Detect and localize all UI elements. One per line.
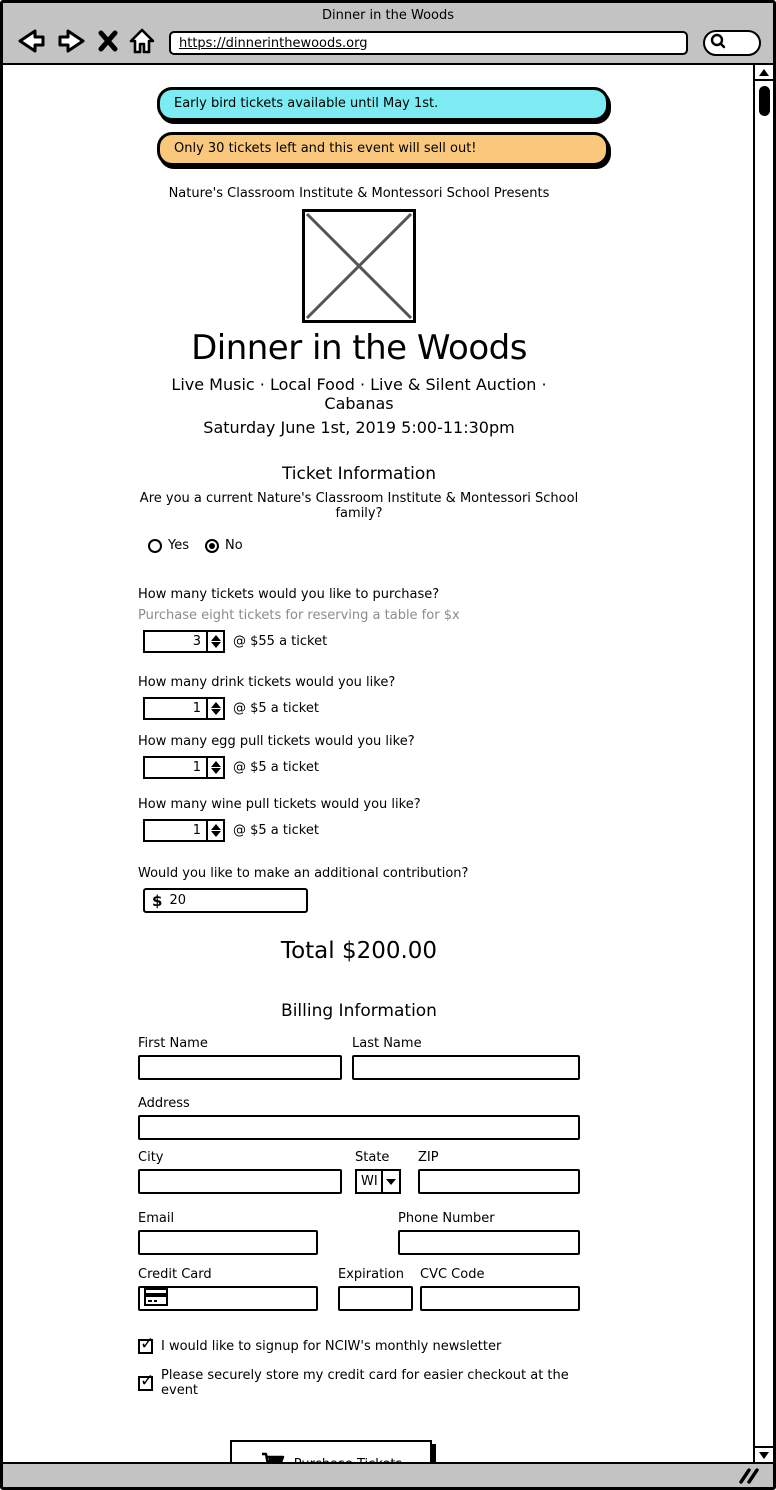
store-card-checkbox-row[interactable] bbox=[138, 1368, 580, 1398]
page-title: Dinner in the Woods bbox=[191, 328, 527, 368]
contribution-field[interactable] bbox=[143, 888, 308, 913]
page-content bbox=[3, 63, 773, 1462]
tickets-quantity-stepper[interactable] bbox=[143, 630, 225, 653]
egg-pull-question: How many egg pull tickets would you like? bbox=[138, 734, 415, 749]
url-bar[interactable] bbox=[169, 31, 688, 55]
wine-pull-quantity-stepper[interactable] bbox=[143, 819, 225, 842]
credit-card-label: Credit Card bbox=[138, 1267, 212, 1282]
stop-button[interactable] bbox=[97, 29, 119, 57]
city-label: City bbox=[138, 1150, 164, 1165]
radio-no-label: No bbox=[225, 538, 243, 553]
chevron-down-icon bbox=[381, 1171, 399, 1192]
scroll-down-icon bbox=[759, 1452, 769, 1459]
vertical-scrollbar[interactable] bbox=[753, 65, 773, 1462]
egg-pull-quantity-value: 1 bbox=[192, 760, 201, 775]
expiration-label: Expiration bbox=[338, 1267, 404, 1282]
radio-no-circle bbox=[205, 539, 219, 553]
phone-field[interactable] bbox=[398, 1230, 580, 1255]
tickets-rate: @ $55 a ticket bbox=[233, 634, 328, 649]
zip-field[interactable] bbox=[418, 1169, 580, 1194]
address-field[interactable] bbox=[138, 1115, 580, 1140]
zip-label: ZIP bbox=[418, 1150, 439, 1165]
scroll-down-button[interactable] bbox=[755, 1446, 773, 1462]
credit-card-icon bbox=[144, 1288, 168, 1310]
credit-card-field[interactable] bbox=[138, 1286, 318, 1311]
radio-yes-circle bbox=[148, 539, 162, 553]
radio-yes-label: Yes bbox=[168, 538, 189, 553]
tickets-quantity-value: 3 bbox=[192, 634, 201, 649]
expiration-field[interactable] bbox=[338, 1286, 413, 1311]
scroll-up-icon bbox=[759, 69, 769, 76]
email-field[interactable] bbox=[138, 1230, 318, 1255]
sellout-banner bbox=[157, 132, 609, 166]
url-text: https://dinnerinthewoods.org bbox=[179, 35, 368, 51]
resize-grip-icon[interactable] bbox=[737, 1468, 759, 1488]
billing-info-heading: Billing Information bbox=[281, 1001, 437, 1021]
state-value: WI bbox=[361, 1174, 378, 1189]
egg-pull-rate: @ $5 a ticket bbox=[233, 760, 319, 775]
home-icon bbox=[128, 27, 156, 59]
contribution-question: Would you like to make an additional contribution? bbox=[138, 866, 469, 881]
drink-quantity-value: 1 bbox=[192, 701, 201, 716]
state-select[interactable] bbox=[355, 1169, 401, 1194]
first-name-label: First Name bbox=[138, 1036, 208, 1051]
drink-quantity-stepper[interactable] bbox=[143, 697, 225, 720]
back-button[interactable] bbox=[15, 27, 47, 59]
event-datetime: Saturday June 1st, 2019 5:00-11:30pm bbox=[203, 418, 515, 437]
checkmark-icon: ✓ bbox=[140, 1334, 155, 1354]
event-image-placeholder bbox=[302, 209, 416, 323]
stepper-arrows-icon[interactable] bbox=[206, 758, 223, 777]
newsletter-checkbox-label: I would like to signup for NCIW's monthly newsletter bbox=[161, 1339, 502, 1354]
cvc-field[interactable] bbox=[420, 1286, 580, 1311]
scroll-up-button[interactable] bbox=[755, 65, 773, 81]
state-label: State bbox=[355, 1150, 390, 1165]
address-label: Address bbox=[138, 1096, 190, 1111]
event-subtitle: Live Music · Local Food · Live & Silent Auction · Cabanas bbox=[171, 375, 547, 413]
family-radio-group bbox=[148, 538, 580, 553]
search-box[interactable] bbox=[703, 30, 761, 56]
store-card-checkbox[interactable] bbox=[138, 1370, 155, 1391]
scrollbar-thumb[interactable] bbox=[759, 86, 770, 116]
contribution-value: 20 bbox=[169, 893, 186, 908]
drink-tickets-question: How many drink tickets would you like? bbox=[138, 675, 396, 690]
stepper-arrows-icon[interactable] bbox=[206, 632, 223, 651]
egg-pull-quantity-stepper[interactable] bbox=[143, 756, 225, 779]
store-card-checkbox-label: Please securely store my credit card for easier checkout at the event bbox=[161, 1368, 569, 1398]
phone-label: Phone Number bbox=[398, 1211, 495, 1226]
tickets-question: How many tickets would you like to purchase? bbox=[138, 587, 440, 602]
browser-toolbar bbox=[3, 23, 773, 59]
wine-pull-quantity-value: 1 bbox=[192, 823, 201, 838]
early-bird-banner-text: Early bird tickets available until May 1st. bbox=[174, 96, 439, 111]
radio-option-yes[interactable] bbox=[148, 538, 189, 553]
back-arrow-icon bbox=[15, 27, 47, 59]
home-button[interactable] bbox=[128, 27, 156, 59]
newsletter-checkbox-row[interactable] bbox=[138, 1334, 580, 1354]
wine-pull-question: How many wine pull tickets would you like? bbox=[138, 797, 421, 812]
city-field[interactable] bbox=[138, 1169, 342, 1194]
wine-pull-rate: @ $5 a ticket bbox=[233, 823, 319, 838]
last-name-label: Last Name bbox=[352, 1036, 422, 1051]
checkmark-icon: ✓ bbox=[140, 1370, 155, 1391]
email-label: Email bbox=[138, 1211, 175, 1226]
sellout-banner-text: Only 30 tickets left and this event will sell out! bbox=[174, 141, 477, 156]
tickets-table-hint: Purchase eight tickets for reserving a table for $x bbox=[138, 608, 460, 623]
window-title: Dinner in the Woods bbox=[321, 8, 455, 23]
ticket-info-heading: Ticket Information bbox=[281, 464, 437, 484]
stepper-arrows-icon[interactable] bbox=[206, 699, 223, 718]
total-amount: Total $200.00 bbox=[280, 938, 438, 964]
first-name-field[interactable] bbox=[138, 1055, 342, 1080]
newsletter-checkbox[interactable] bbox=[138, 1334, 155, 1354]
window-statusbar bbox=[3, 1462, 773, 1487]
early-bird-banner bbox=[157, 87, 609, 121]
forward-arrow-icon bbox=[56, 27, 88, 59]
stop-x-icon bbox=[97, 29, 119, 57]
radio-option-no[interactable] bbox=[205, 538, 243, 553]
presents-line: Nature's Classroom Institute & Montessori School Presents bbox=[168, 186, 550, 201]
family-question: Are you a current Nature's Classroom Institute & Montessori School family? bbox=[139, 491, 579, 521]
cvc-label: CVC Code bbox=[420, 1267, 485, 1282]
currency-symbol: $ bbox=[152, 891, 163, 910]
search-icon bbox=[709, 32, 727, 54]
drink-rate: @ $5 a ticket bbox=[233, 701, 319, 716]
stepper-arrows-icon[interactable] bbox=[206, 821, 223, 840]
forward-button[interactable] bbox=[56, 27, 88, 59]
last-name-field[interactable] bbox=[352, 1055, 580, 1080]
